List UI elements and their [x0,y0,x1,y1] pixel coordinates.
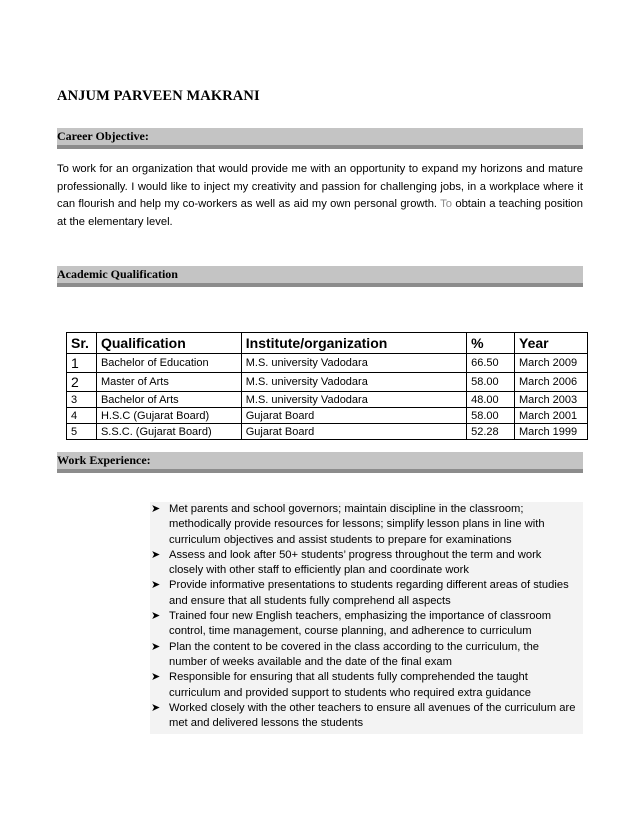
duty-text: Trained four new English teachers, emphasizing the importance of classroom control, time management, course planning, and adherence to curriculum [169,610,552,638]
objective-paragraph [57,161,583,232]
table-row [67,392,588,408]
cell-qualification: Master of Arts [96,373,241,392]
list-item [148,609,578,640]
duty-text: Provide informative presentations to students regarding different areas of studies and ensure that all students fully comprehend all aspects [169,579,569,607]
cell-percent: 58.00 [467,373,515,392]
section-title: Work Experience: [57,453,151,467]
cell-institute: M.S. university Vadodara [241,373,466,392]
objective-highlight: To [440,198,452,211]
header-qualification: Qualification [96,333,241,354]
arrowhead-bullet-icon: ➤ [151,579,161,592]
duty-text: Responsible for ensuring that all students fully comprehended the taught curriculum and provided support to students who required extra guidance [169,671,531,699]
cell-sr: 4 [67,408,97,424]
cell-year: March 2003 [515,392,588,408]
header-institute: Institute/organization [241,333,466,354]
arrowhead-bullet-icon: ➤ [151,503,161,515]
cell-percent: 66.50 [467,354,515,373]
arrowhead-bullet-icon: ➤ [151,640,161,653]
section-title: Career Objective: [57,129,149,143]
section-header-work-experience [57,452,583,473]
cell-qualification: H.S.C (Gujarat Board) [96,408,241,424]
duty-text: Plan the content to be covered in the class according to the curriculum, the number of weeks available and the date of the final exam [169,640,540,668]
section-header-career-objective [57,128,583,149]
candidate-name: ANJUM PARVEEN MAKRANI [57,88,260,104]
objective-text: To work for an organization that would provide me with an opportunity to expand my horizons and mature professionally. I would like to inject my creativity and passion for challenging jobs, in a workplace where it can flourish and help my co-workers as well as aid my own personal growth. [57,163,583,211]
table-row [67,408,588,424]
objective-tail: obtain a teaching position at the elementary level. [57,198,583,229]
list-item [148,670,578,701]
cell-institute: M.S. university Vadodara [241,392,466,408]
table-header-row [67,333,588,354]
arrowhead-bullet-icon: ➤ [151,671,161,684]
cell-sr: 2 [67,373,97,392]
qualification-table [66,332,588,440]
cell-percent: 52.28 [467,424,515,440]
cell-year: March 2001 [515,408,588,424]
section-header-academic [57,266,583,287]
cell-qualification: Bachelor of Education [96,354,241,373]
cell-percent: 48.00 [467,392,515,408]
header-percent: % [467,333,515,354]
cell-institute: Gujarat Board [241,424,466,440]
table-row [67,424,588,440]
list-item [148,548,578,579]
cell-sr: 1 [67,354,97,373]
cell-institute: M.S. university Vadodara [241,354,466,373]
cell-year: March 2006 [515,373,588,392]
cell-sr: 3 [67,392,97,408]
cell-percent: 58.00 [467,408,515,424]
arrowhead-bullet-icon: ➤ [151,701,161,714]
cell-year: March 2009 [515,354,588,373]
list-item [148,640,578,671]
duty-text: Worked closely with the other teachers to ensure all avenues of the curriculum are met and delivered lessons the students [169,701,576,730]
list-item [148,502,578,548]
cell-year: March 1999 [515,424,588,440]
cell-institute: Gujarat Board [241,408,466,424]
table-row [67,354,588,373]
list-item [148,701,578,732]
arrowhead-bullet-icon: ➤ [151,548,161,561]
list-item [148,578,578,609]
table-row [67,373,588,392]
header-year: Year [515,333,588,354]
duty-text: Met parents and school governors; maintain discipline in the classroom; methodically provide resources for lessons; simplify lesson plans in line with curriculum objectives and assist students to prepare for examinations [169,503,545,546]
duties-list [148,502,578,731]
header-sr: Sr. [67,333,97,354]
arrowhead-bullet-icon: ➤ [151,610,161,623]
section-title: Academic Qualification [57,267,178,281]
cell-sr: 5 [67,424,97,440]
duty-text: Assess and look after 50+ students’ progress throughout the term and work closely with other staff to efficiently plan and coordinate work [169,548,542,577]
cell-qualification: S.S.C. (Gujarat Board) [96,424,241,440]
cell-qualification: Bachelor of Arts [96,392,241,408]
